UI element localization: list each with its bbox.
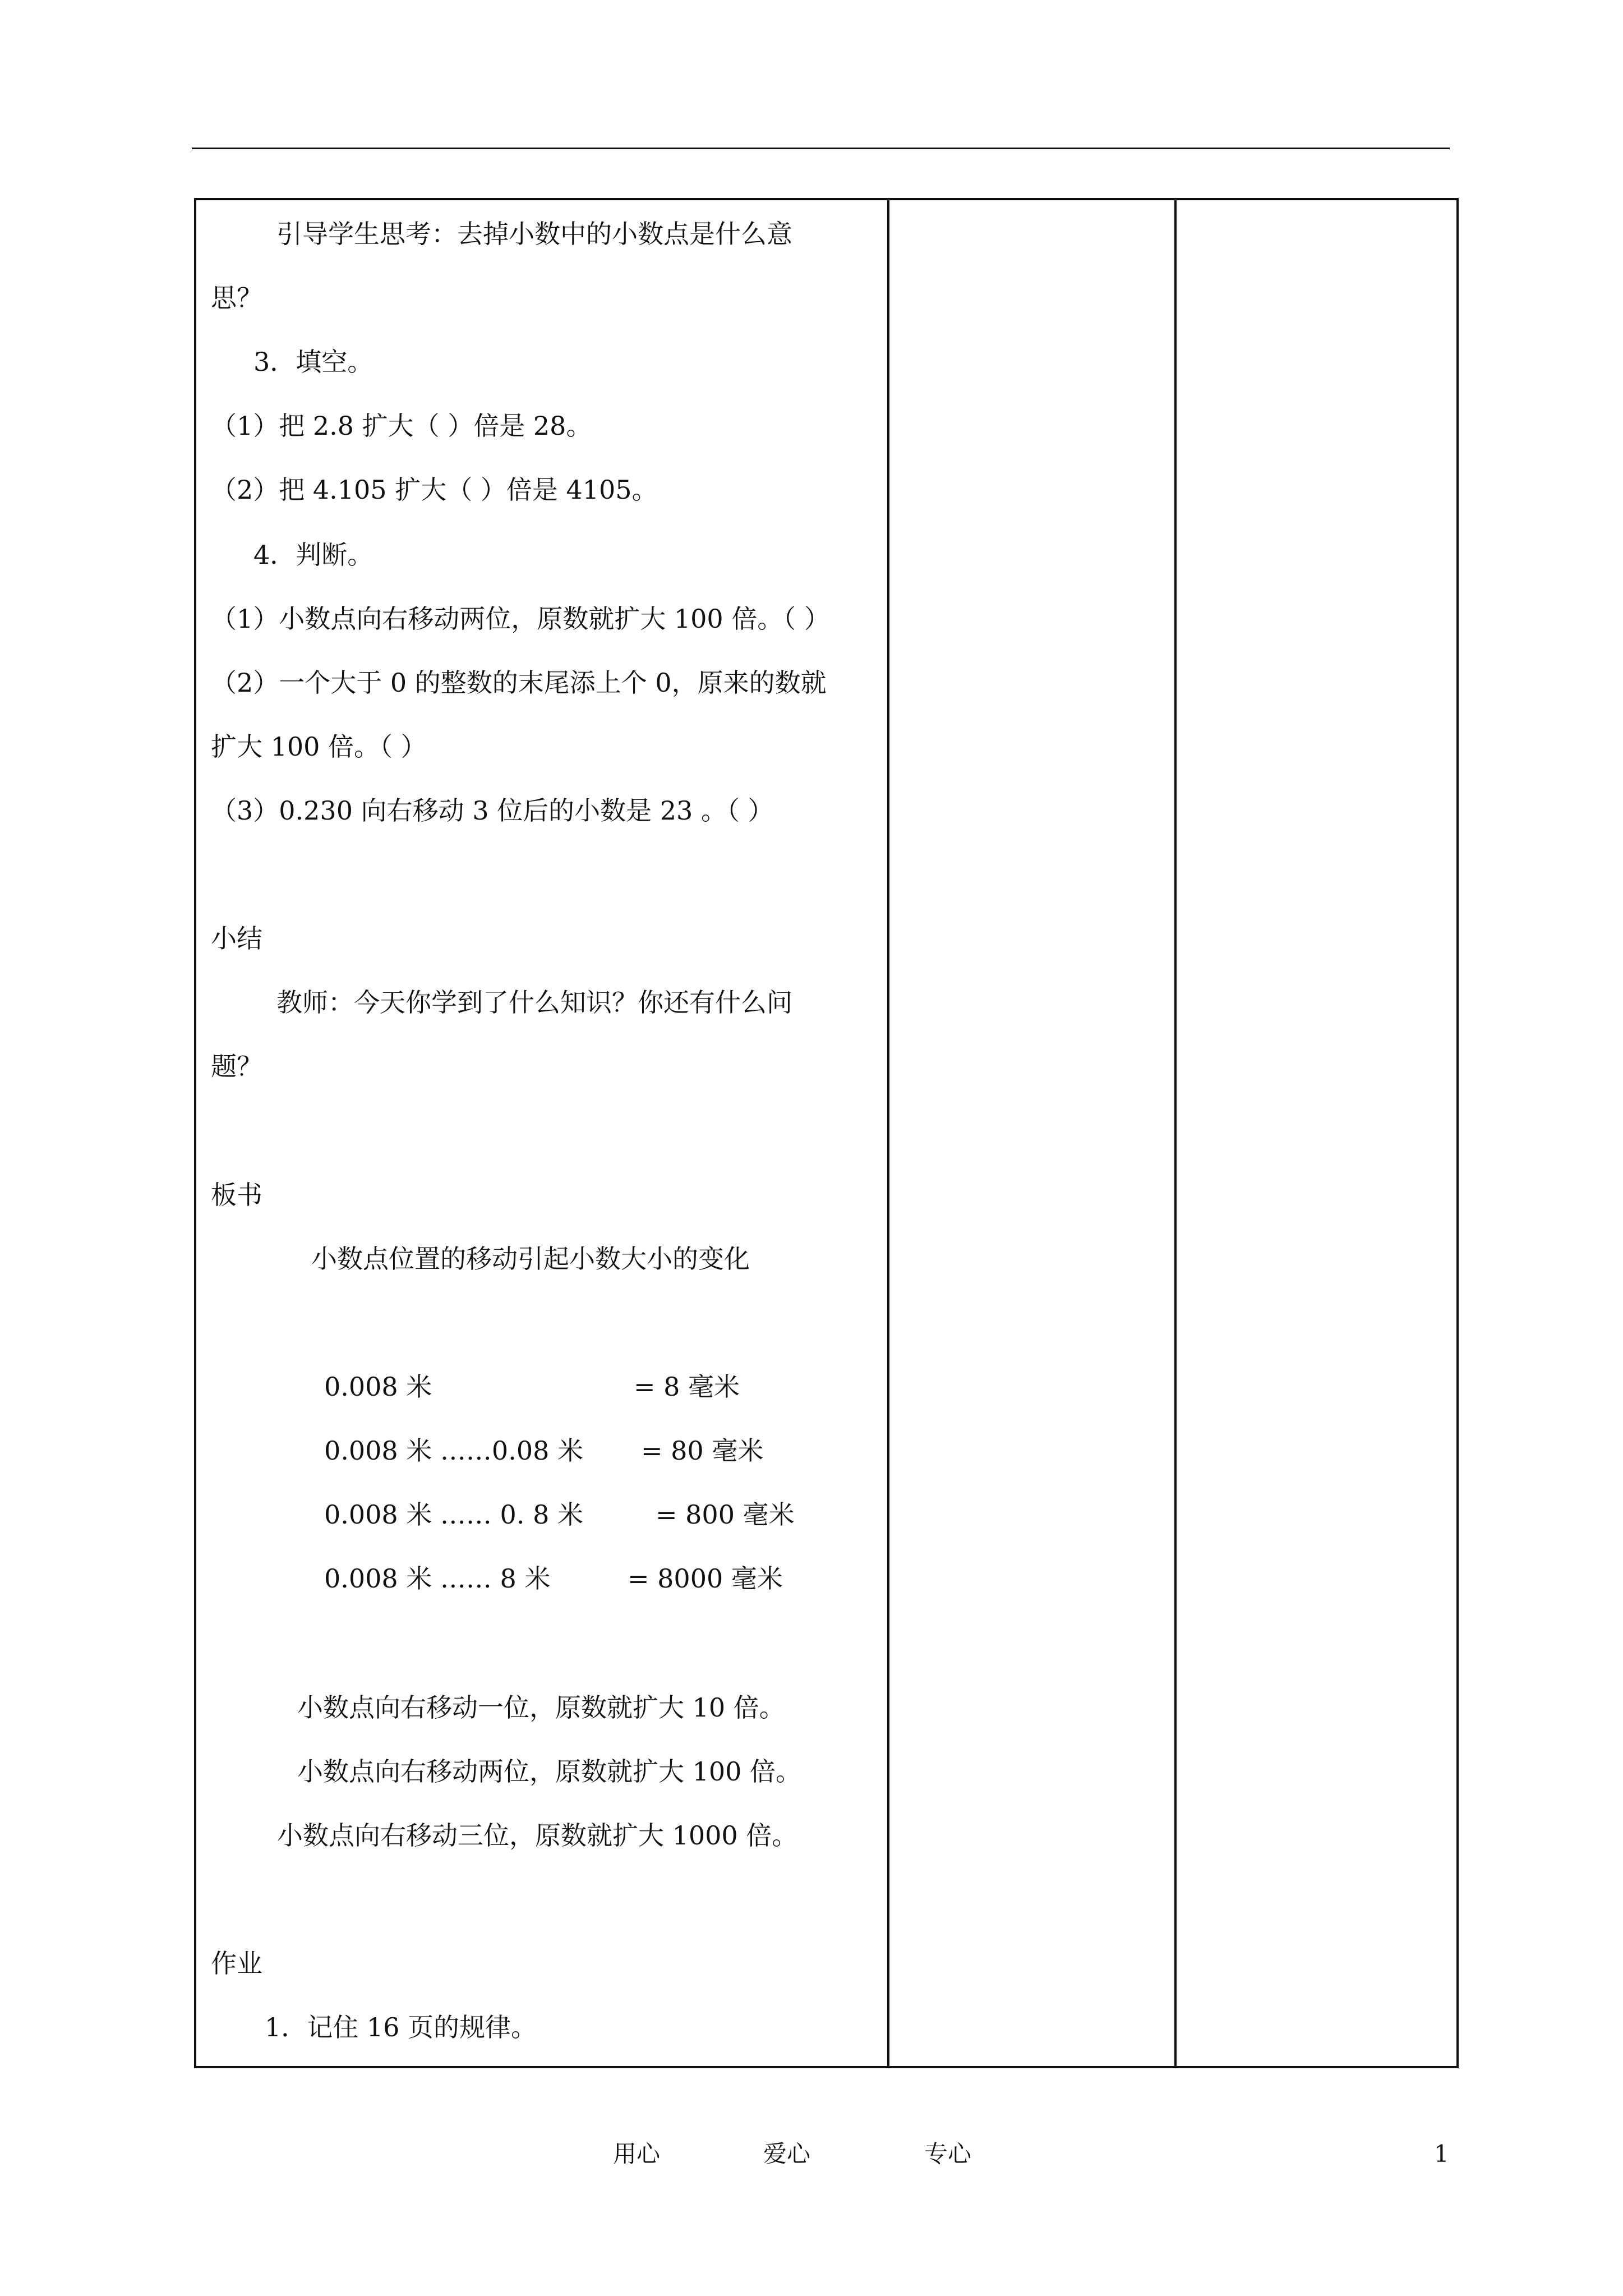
board-row-left: 0.008 米 ……0.08 米 [324,1435,583,1466]
text-line: 教师：今天你学到了什么知识？你还有什么问 [276,987,792,1018]
board-row-left: 0.008 米 [324,1372,432,1402]
text-line: 3．填空。 [253,347,374,377]
section-heading-summary: 小结 [211,923,262,954]
text-line: （2）把 4.105 扩大（ ）倍是 4105。 [211,475,658,505]
footer-motto-3: 专心 [924,2140,972,2168]
text-line: 题？ [211,1051,262,1082]
text-line: 扩大 100 倍。（ ） [211,731,427,762]
text-line: （3）0.230 向右移动 3 位后的小数是 23 。（ ） [211,795,774,826]
rule-line: 小数点向右移动三位，原数就扩大 1000 倍。 [277,1820,798,1851]
board-row-right: = 8000 毫米 [628,1563,783,1594]
footer-motto-2: 爱心 [763,2140,811,2168]
text-line: 思？ [211,283,262,313]
rule-line: 小数点向右移动两位，原数就扩大 100 倍。 [297,1756,802,1787]
board-row-left: 0.008 米 …… 0. 8 米 [324,1499,583,1530]
header-rule [192,148,1450,149]
board-row-right: = 800 毫米 [656,1499,795,1530]
page-number: 1 [1434,2140,1449,2168]
footer-motto-1: 用心 [613,2140,661,2168]
board-row-right: = 80 毫米 [641,1435,764,1466]
section-heading-homework: 作业 [211,1948,262,1978]
text-line: （2）一个大于 0 的整数的末尾添上个 0，原来的数就 [211,668,827,698]
section-heading-board: 板书 [211,1180,262,1210]
board-row-right: = 8 毫米 [634,1372,740,1402]
text-line: 引导学生思考：去掉小数中的小数点是什么意 [276,219,792,249]
text-line: 4．判断。 [253,540,374,570]
text-line: （1）小数点向右移动两位，原数就扩大 100 倍。（ ） [211,604,830,634]
text-line: 1．记住 16 页的规律。 [265,2012,537,2042]
text-line: （1）把 2.8 扩大（ ）倍是 28。 [211,411,592,441]
rule-line: 小数点向右移动一位，原数就扩大 10 倍。 [297,1692,785,1723]
column-divider-2 [1174,200,1177,2066]
board-row-left: 0.008 米 …… 8 米 [324,1563,551,1594]
column-divider-1 [887,200,889,2066]
board-title: 小数点位置的移动引起小数大小的变化 [311,1244,750,1274]
